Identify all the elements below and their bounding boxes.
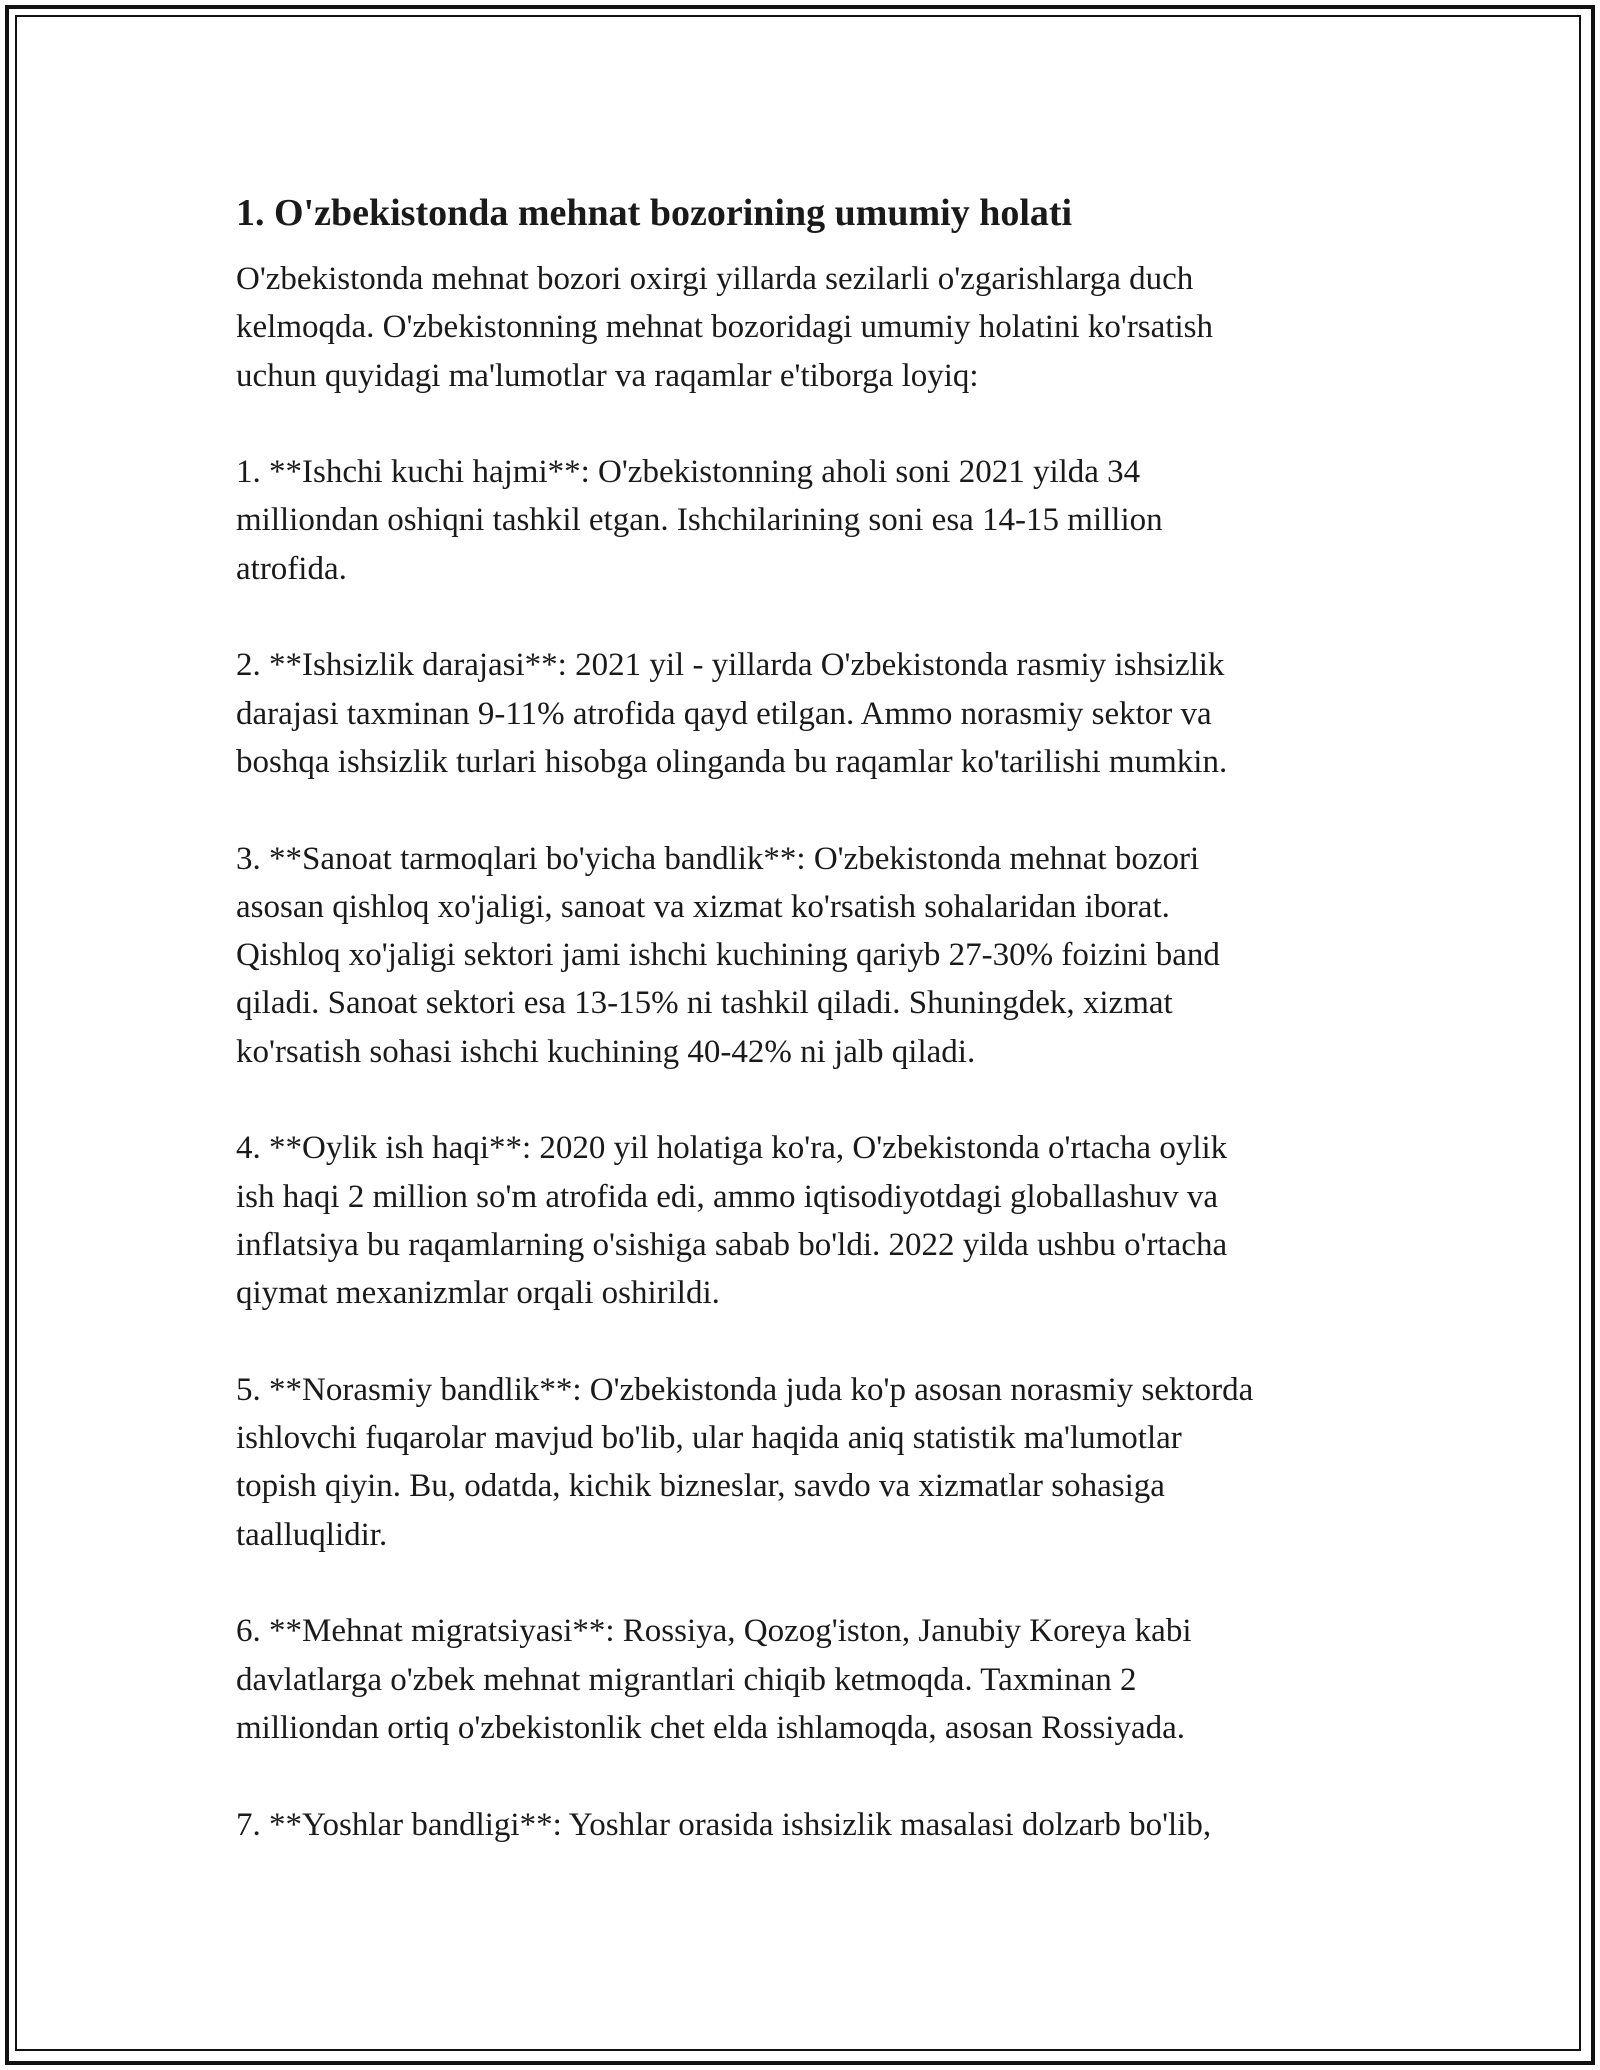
paragraph-line: atrofida. <box>236 550 347 587</box>
list-item-workforce <box>236 448 1406 593</box>
paragraph-line: topish qiyin. Bu, odatda, kichik bizneslar, savdo va xizmatlar sohasiga <box>236 1468 1165 1505</box>
paragraph-line: qiladi. Sanoat sektori esa 13-15% ni tashkil qiladi. Shuningdek, xizmat <box>236 985 1173 1022</box>
paragraph-line: darajasi taxminan 9-11% atrofida qayd etilgan. Ammo norasmiy sektor va <box>236 695 1212 732</box>
paragraph-line: ishlovchi fuqarolar mavjud bo'lib, ular haqida aniq statistik ma'lumotlar <box>236 1420 1182 1457</box>
paragraph-line: uchun quyidagi ma'lumotlar va raqamlar e'tiborga loyiq: <box>236 357 979 394</box>
paragraph-line: 5. **Norasmiy bandlik**: O'zbekistonda juda ko'p asosan norasmiy sektorda <box>236 1371 1254 1408</box>
paragraph-line: 2. **Ishsizlik darajasi**: 2021 yil - yillarda O'zbekistonda rasmiy ishsizlik <box>236 647 1225 684</box>
list-item-informal-employment <box>236 1366 1406 1559</box>
list-item-sector-employment <box>236 835 1406 1076</box>
list-item-monthly-wage <box>236 1124 1406 1317</box>
paragraph-line: asosan qishloq xo'jaligi, sanoat va xizmat ko'rsatish sohalaridan iborat. <box>236 888 1170 925</box>
paragraph-line: boshqa ishsizlik turlari hisobga olinganda bu raqamlar ko'tarilishi mumkin. <box>236 743 1228 780</box>
document-body <box>236 183 1406 1897</box>
paragraph-line: milliondan oshiqni tashkil etgan. Ishchilarining soni esa 14-15 million <box>236 502 1163 539</box>
paragraph-line: qiymat mexanizmlar orqali oshirildi. <box>236 1275 720 1312</box>
list-item-youth-employment <box>236 1801 1406 1849</box>
list-item-labor-migration <box>236 1607 1406 1752</box>
paragraph-line: inflatsiya bu raqamlarning o'sishiga sabab bo'ldi. 2022 yilda ushbu o'rtacha <box>236 1226 1228 1263</box>
intro-paragraph <box>236 255 1406 400</box>
paragraph-line: 6. **Mehnat migratsiyasi**: Rossiya, Qozog'iston, Janubiy Koreya kabi <box>236 1613 1192 1650</box>
paragraph-line: taalluqlidir. <box>236 1516 388 1553</box>
paragraph-line: 4. **Oylik ish haqi**: 2020 yil holatiga ko'ra, O'zbekistonda o'rtacha oylik <box>236 1130 1228 1167</box>
paragraph-line: milliondan ortiq o'zbekistonlik chet elda ishlamoqda, asosan Rossiyada. <box>236 1709 1186 1746</box>
paragraph-line: kelmoqda. O'zbekistonning mehnat bozoridagi umumiy holatini ko'rsatish <box>236 309 1213 346</box>
paragraph-line: O'zbekistonda mehnat bozori oxirgi yillarda sezilarli o'zgarishlarga duch <box>236 261 1194 297</box>
paragraph-line: davlatlarga o'zbek mehnat migrantlari chiqib ketmoqda. Taxminan 2 <box>236 1661 1137 1698</box>
paragraph-line: ish haqi 2 million so'm atrofida edi, ammo iqtisodiyotdagi globallashuv va <box>236 1178 1219 1215</box>
paragraph-line: ko'rsatish sohasi ishchi kuchining 40-42% ni jalb qiladi. <box>236 1033 976 1070</box>
paragraph-line: Qishloq xo'jaligi sektori jami ishchi kuchining qariyb 27-30% foizini band <box>236 937 1220 974</box>
paragraph-line: 7. **Yoshlar bandligi**: Yoshlar orasida ishsizlik masalasi dolzarb bo'lib, <box>236 1806 1212 1843</box>
paragraph-line: 1. **Ishchi kuchi hajmi**: O'zbekistonning aholi soni 2021 yilda 34 <box>236 454 1141 491</box>
section-heading: 1. O'zbekistonda mehnat bozorining umumiy holati <box>236 192 1073 234</box>
list-item-unemployment <box>236 641 1406 786</box>
paragraph-line: 3. **Sanoat tarmoqlari bo'yicha bandlik**: O'zbekistonda mehnat bozori <box>236 840 1200 877</box>
